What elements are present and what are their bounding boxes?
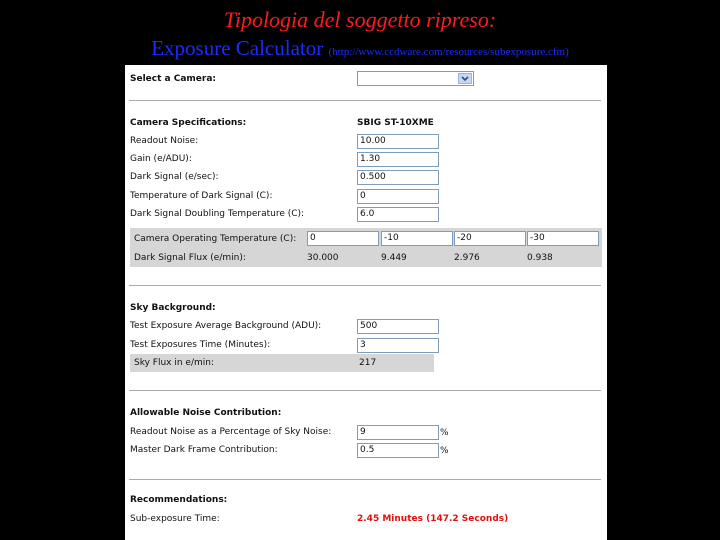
readout-noise-label: Readout Noise: (130, 136, 199, 146)
master-dark-label: Master Dark Frame Contribution: (130, 445, 278, 455)
test-background-label: Test Exposure Average Background (ADU): (130, 321, 322, 331)
operating-temp-input-4[interactable]: -30 (527, 231, 599, 246)
test-background-input[interactable]: 500 (357, 319, 439, 334)
dark-flux-label: Dark Signal Flux (e/min): (134, 253, 246, 263)
operating-temp-label: Camera Operating Temperature (C): (134, 234, 297, 244)
sky-flux-value: 217 (359, 358, 377, 368)
divider (129, 285, 601, 286)
dark-signal-temp-input[interactable]: 0 (357, 189, 439, 204)
doubling-temp-input[interactable]: 6.0 (357, 207, 439, 222)
divider (129, 390, 601, 391)
recommendations-heading: Recommendations: (130, 495, 228, 505)
test-time-label: Test Exposures Time (Minutes): (130, 340, 271, 350)
dark-signal-label: Dark Signal (e/sec): (130, 172, 219, 182)
chevron-down-icon[interactable] (458, 73, 472, 84)
readout-noise-input[interactable]: 10.00 (357, 134, 439, 149)
sub-exposure-value: 2.45 Minutes (147.2 Seconds) (357, 514, 509, 524)
master-dark-input[interactable]: 0.5 (357, 443, 439, 458)
noise-contribution-heading: Allowable Noise Contribution: (130, 408, 282, 418)
sky-flux-label: Sky Flux in e/min: (134, 358, 214, 368)
dark-signal-input[interactable]: 0.500 (357, 170, 439, 185)
test-time-input[interactable]: 3 (357, 338, 439, 353)
dark-flux-value-1: 30.000 (307, 253, 339, 263)
gain-input[interactable]: 1.30 (357, 152, 439, 167)
dark-flux-value-4: 0.938 (527, 253, 553, 263)
dark-flux-value-3: 2.976 (454, 253, 480, 263)
divider (129, 100, 601, 101)
calculator-title: Exposure Calculator (151, 36, 324, 60)
dark-flux-value-2: 9.449 (381, 253, 407, 263)
camera-specs-heading: Camera Specifications: (130, 118, 247, 128)
operating-temp-input-3[interactable]: -20 (454, 231, 526, 246)
sky-background-heading: Sky Background: (130, 303, 216, 313)
operating-temp-input-1[interactable]: 0 (307, 231, 379, 246)
percent-unit: % (440, 428, 449, 438)
sub-exposure-label: Sub-exposure Time: (130, 514, 220, 524)
readout-noise-pct-input[interactable]: 9 (357, 425, 439, 440)
doubling-temp-label: Dark Signal Doubling Temperature (C): (130, 209, 305, 219)
operating-temp-input-2[interactable]: -10 (381, 231, 453, 246)
readout-noise-pct-label: Readout Noise as a Percentage of Sky Noise: (130, 427, 332, 437)
camera-name: SBIG ST-10XME (357, 118, 434, 128)
camera-select[interactable] (357, 71, 474, 86)
dark-signal-temp-label: Temperature of Dark Signal (C): (130, 191, 273, 201)
exposure-calculator-panel (125, 65, 607, 540)
select-camera-label: Select a Camera: (130, 74, 217, 84)
divider (129, 479, 601, 480)
slide-subtitle (0, 36, 720, 61)
slide-title: Tipologia del soggetto ripreso: (223, 7, 497, 32)
percent-unit: % (440, 446, 449, 456)
source-url: (http://www.ccdware.com/resources/subexposure.cfm) (328, 46, 569, 58)
gain-label: Gain (e/ADU): (130, 154, 192, 164)
